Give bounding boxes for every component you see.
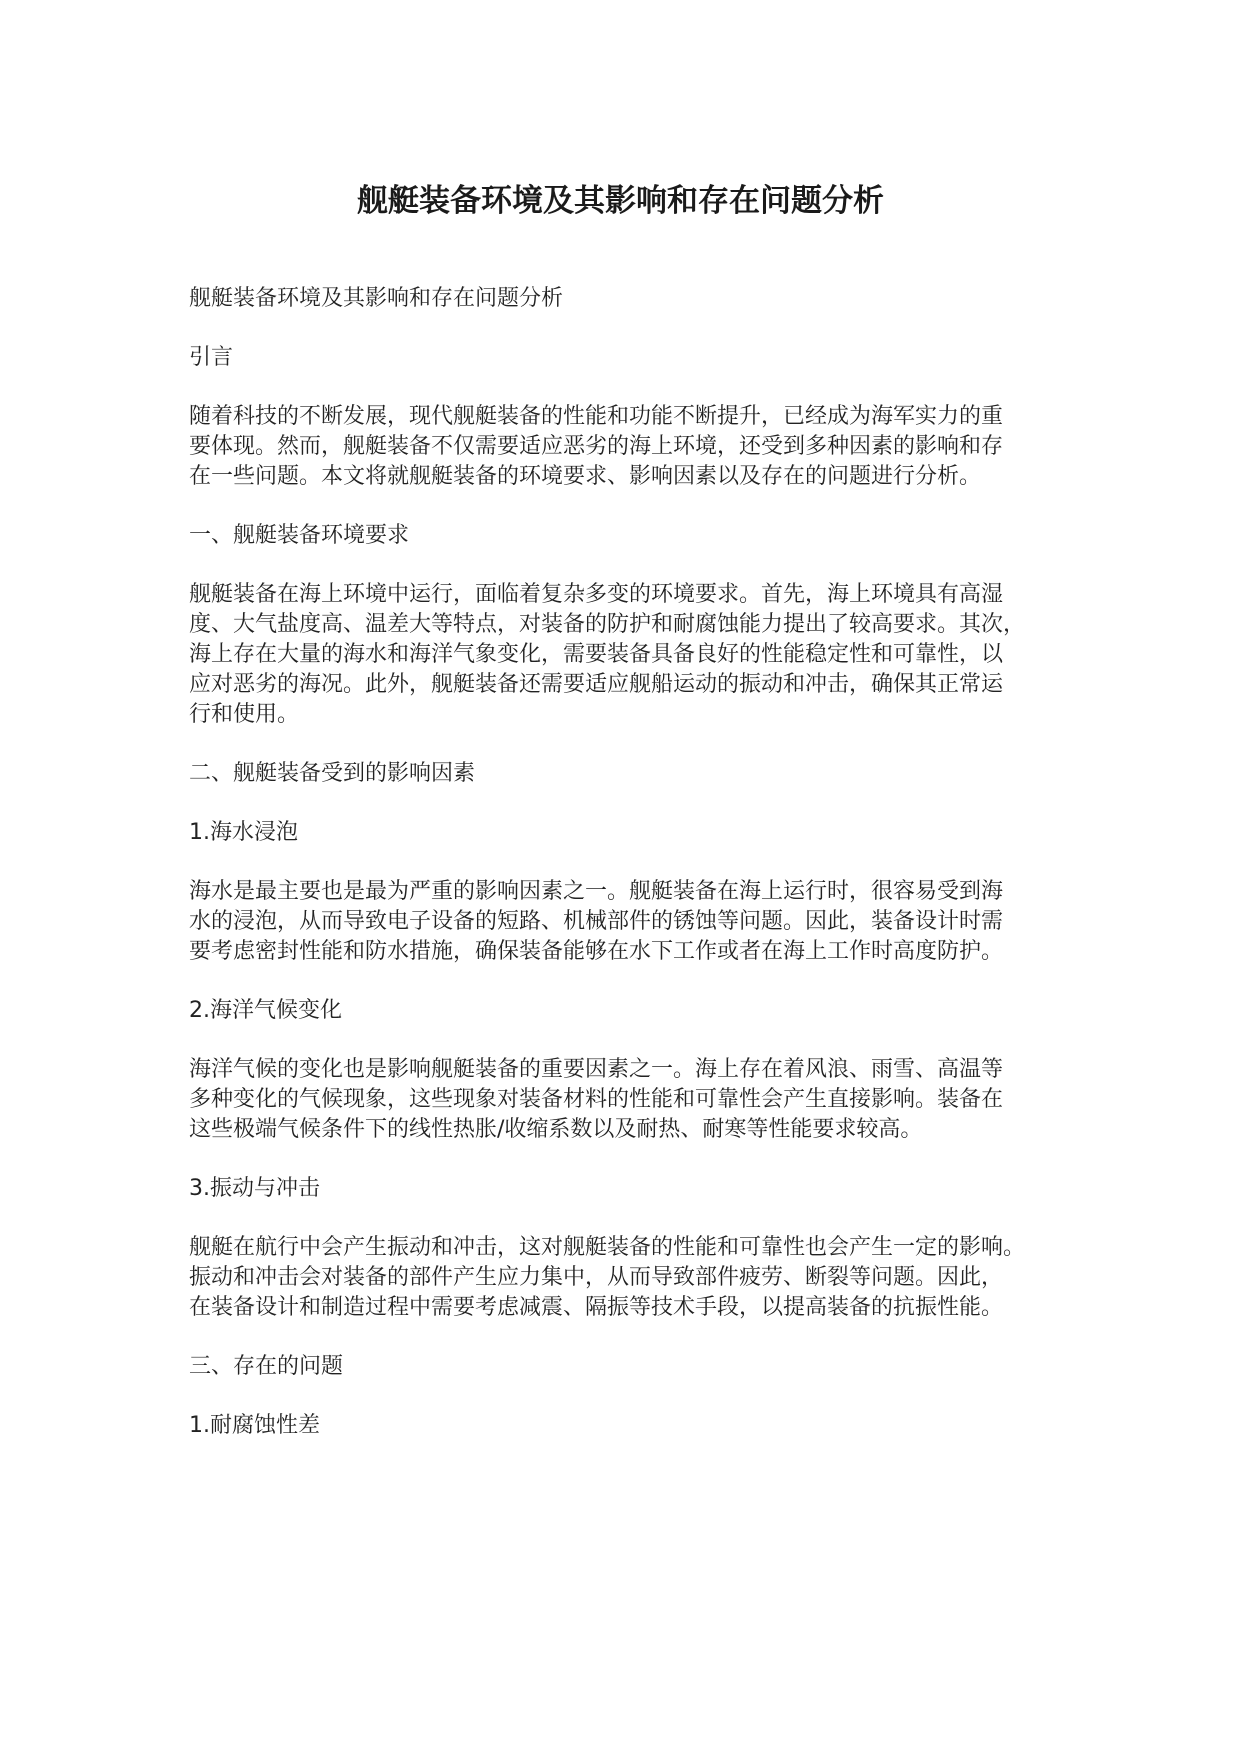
text-line: 这些极端气候条件下的线性热胀/收缩系数以及耐热、耐寒等性能要求较高。 [189, 1117, 923, 1142]
text-line: 引言 [189, 345, 234, 370]
text-line: 随着科技的不断发展，现代舰艇装备的性能和功能不断提升，已经成为海军实力的重 [189, 404, 1004, 429]
paragraph-section-1 [189, 580, 1069, 730]
text-line: 舰艇装备环境及其影响和存在问题分析 [189, 286, 564, 311]
heading-subsection-3-1 [189, 1411, 1069, 1441]
heading-section-3 [189, 1352, 1069, 1382]
paragraph-introduction [189, 402, 1069, 492]
text-line: 海上存在大量的海水和海洋气象变化，需要装备具备良好的性能稳定性和可靠性，以 [189, 642, 1004, 667]
subtitle-paragraph [189, 284, 1069, 314]
paragraph-subsection-2-1 [189, 877, 1069, 967]
heading-subsection-2-1 [189, 818, 1069, 848]
heading-subsection-2-2 [189, 996, 1069, 1026]
text-line: 1.耐腐蚀性差 [189, 1413, 320, 1438]
text-line: 1.海水浸泡 [189, 820, 298, 845]
text-line: 振动和冲击会对装备的部件产生应力集中，从而导致部件疲劳、断裂等问题。因此， [189, 1265, 1004, 1290]
heading-section-2 [189, 759, 1069, 789]
text-line: 海洋气候的变化也是影响舰艇装备的重要因素之一。海上存在着风浪、雨雪、高温等 [189, 1057, 1004, 1082]
heading-introduction [189, 343, 1069, 373]
document-body [189, 284, 1069, 1441]
text-line: 海水是最主要也是最为严重的影响因素之一。舰艇装备在海上运行时，很容易受到海 [189, 879, 1004, 904]
heading-section-1 [189, 521, 1069, 551]
text-line: 应对恶劣的海况。此外，舰艇装备还需要适应舰船运动的振动和冲击，确保其正常运 [189, 672, 1004, 697]
text-line: 在一些问题。本文将就舰艇装备的环境要求、影响因素以及存在的问题进行分析。 [189, 464, 982, 489]
paragraph-subsection-2-3 [189, 1233, 1069, 1323]
text-line: 3.振动与冲击 [189, 1176, 320, 1201]
text-line: 要考虑密封性能和防水措施，确保装备能够在水下工作或者在海上工作时高度防护。 [189, 939, 1004, 964]
text-line: 舰艇在航行中会产生振动和冲击，这对舰艇装备的性能和可靠性也会产生一定的影响。 [189, 1235, 1026, 1260]
document-title: 舰艇装备环境及其影响和存在问题分析 [357, 183, 884, 219]
text-line: 要体现。然而，舰艇装备不仅需要适应恶劣的海上环境，还受到多种因素的影响和存 [189, 434, 1004, 459]
text-line: 在装备设计和制造过程中需要考虑减震、隔振等技术手段，以提高装备的抗振性能。 [189, 1295, 1004, 1320]
text-line: 二、舰艇装备受到的影响因素 [189, 761, 476, 786]
text-line: 水的浸泡，从而导致电子设备的短路、机械部件的锈蚀等问题。因此，装备设计时需 [189, 909, 1004, 934]
paragraph-subsection-2-2 [189, 1055, 1069, 1145]
text-line: 一、舰艇装备环境要求 [189, 523, 410, 548]
heading-subsection-2-3 [189, 1174, 1069, 1204]
text-line: 多种变化的气候现象，这些现象对装备材料的性能和可靠性会产生直接影响。装备在 [189, 1087, 1004, 1112]
text-line: 行和使用。 [189, 702, 300, 727]
text-line: 舰艇装备在海上环境中运行，面临着复杂多变的环境要求。首先，海上环境具有高湿 [189, 582, 1004, 607]
text-line: 2.海洋气候变化 [189, 998, 342, 1023]
text-line: 度、大气盐度高、温差大等特点，对装备的防护和耐腐蚀能力提出了较高要求。其次， [189, 612, 1026, 637]
text-line: 三、存在的问题 [189, 1354, 344, 1379]
